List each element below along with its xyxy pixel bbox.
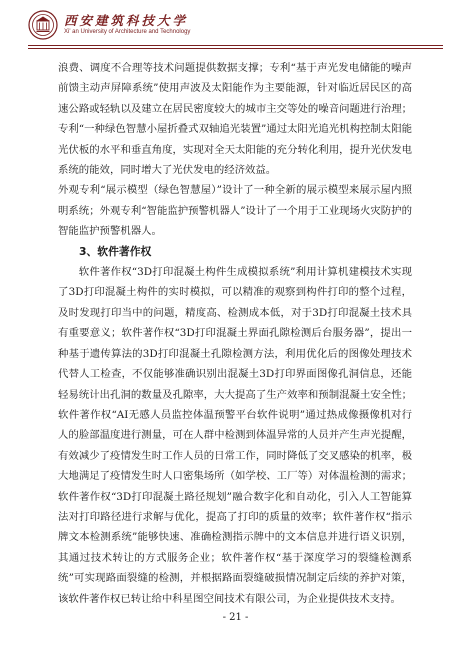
page-header	[28, 10, 443, 44]
university-name-en: Xi' an University of Architecture and Technology	[64, 29, 191, 35]
document-body	[58, 58, 412, 609]
section-title-software-copyright: 3、软件著作权	[79, 244, 152, 258]
paragraph-software-copyright: 软件著作权“3D打印混凝土构件生成模拟系统”利用计算机建模技术实现了3D打印混凝土构件的实时模拟，可以精准的观察到构件打印的整个过程，及时发现打印当中的问题，精度高、检测成本低，对于3D打印混凝土技术具有重要意义；软件著作权“3D打印混凝土界面孔隙检测后台服务器”，提出一种基于遗传算法的3D打印混凝土孔隙检测方法，利用优化后的图像处理技术代替人工检查，不仅能够准确识别出混凝土3D打印界面图像孔洞信息，还能轻易统计出孔洞的数量及孔隙率，大大提高了生产效率和预制混凝土安全性；软件著作权“AI无感人员监控体温预警平台软件说明”通过热成像摄像机对行人的脸部温度进行测量，可在人群中检测到体温异常的人员并产生声光提醒，有效减少了疫情发生时工作人员的日常工作，同时降低了交叉感染的机率，极大地满足了疫情发生时人口密集场所（如学校、工厂等）对体温检测的需求；软件著作权“3D打印混凝土路径规划”融合数字化和自动化，引入人工智能算法对打印路径进行求解与优化，提高了打印的质量的效率；软件著作权“指示牌文本检测系统”能够快速、准确检测指示牌中的文本信息并进行语义识别，其通过技术转让的方式服务企业；软件著作权“基于深度学习的裂缝检测系统”可实现路面裂缝的检测，并根据路面裂缝破损情况制定后续的养护对策，该软件著作权已转让给中科星图空间技术有限公司，为企业提供技术支持。	[58, 266, 412, 605]
university-seal-icon	[28, 10, 58, 40]
university-name-cn: 西安建筑科技大学	[64, 13, 189, 28]
header-divider	[28, 45, 443, 46]
paragraph-design-patents: 外观专利“展示模型（绿色智慧屋）”设计了一种全新的展示模型来展示屋内照明系统；外观专利“智能监护预警机器人”设计了一个用于工业现场火灾防护的智能监护预警机器人。	[58, 184, 412, 238]
paragraph-patents-continued: 浪费、调度不合理等技术问题提供数据支撑；专利“基于声光发电储能的噪声前馈主动声屏障系统”使用声波及太阳能作为主要能源，针对临近居民区的高速公路或轻轨以及建立在居民密度较大的城市主交等处的噪音问题进行治理；专利“一种绿色智慧小屋折叠式双轴追光装置”通过太阳光追光机构控制太阳能光伏板的水平和垂直角度，实现对全天太阳能的充分转化利用，提升光伏发电系统的能效，同时增大了光伏发电的经济效益。	[58, 62, 412, 177]
header-divider-thin	[28, 48, 443, 49]
page-number: - 21 -	[222, 612, 249, 623]
